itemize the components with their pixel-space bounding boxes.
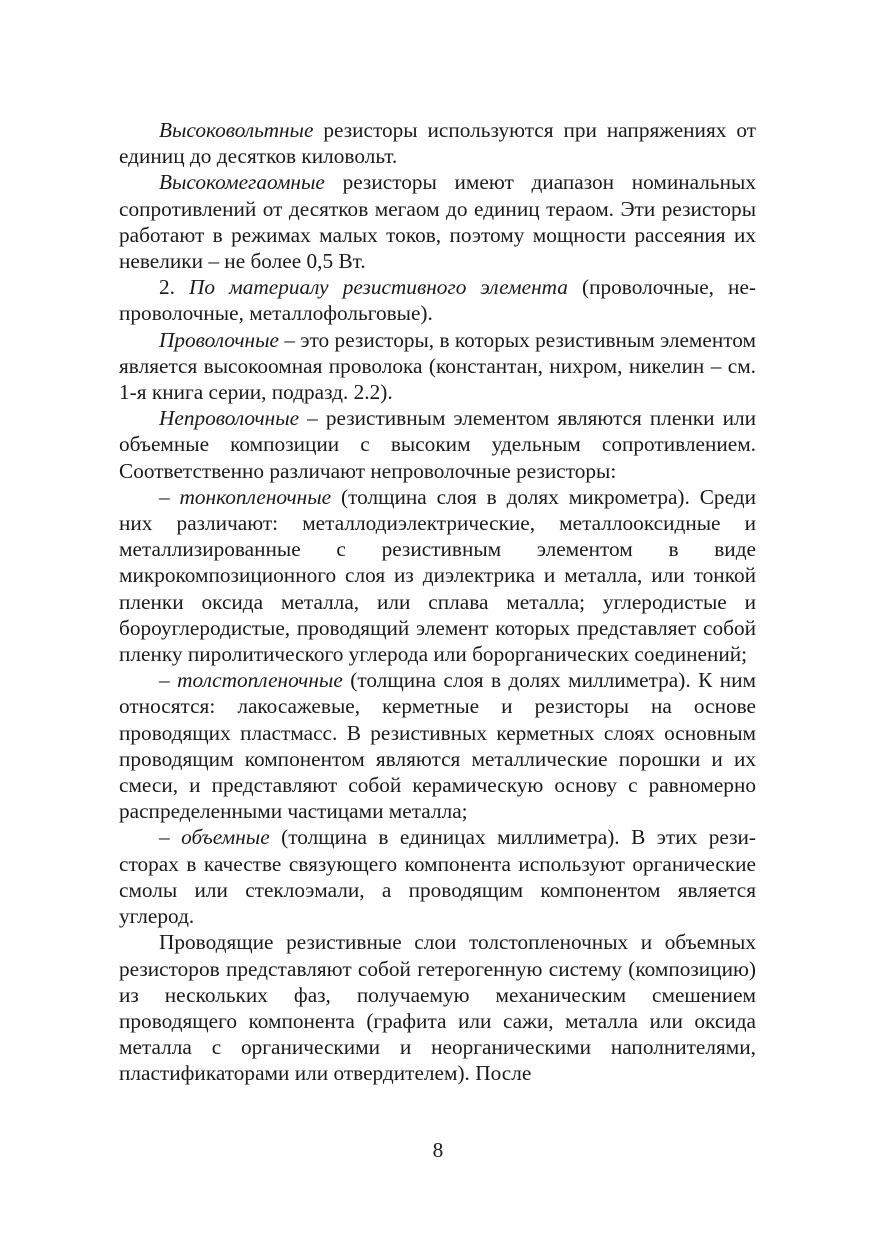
italic-term: объемные — [181, 825, 270, 850]
text-run: – — [159, 484, 180, 509]
text-run: – — [159, 825, 182, 850]
text-run: – резистивным элементом являются пленки или объемные композиции с высоким удельным сопротивлением. Соответственно различают непроволочные резисторы: — [119, 406, 756, 483]
italic-term: толстопленочные — [177, 668, 343, 693]
text-run: 2. — [159, 275, 190, 300]
paragraph — [119, 327, 756, 406]
paragraph — [119, 824, 756, 929]
text-run: – это резисторы, в которых резистивным элементом является высокоомная проволока (константан, нихром, никелин – см. 1-я книга серии, подразд. 2.2). — [119, 327, 756, 405]
text-run: (толщина в единицах миллиметра). В этих резисторах в качестве связующего компонента используют органические смолы или стеклоэмали, а проводящим компонентом является углерод. — [119, 825, 756, 929]
italic-term: Проволочные — [159, 327, 280, 352]
italic-term: Высоковольтные — [159, 118, 314, 142]
italic-term: тонкопленочные — [179, 484, 332, 509]
italic-term: По материалу резистивного элемента — [189, 275, 568, 300]
paragraph — [119, 405, 756, 484]
text-run: (толщина слоя в долях микрометра). Среди них различают: металлодиэлектрические, металлооксидные и металлизированные с резистивным элементом в виде микрокомпозиционного слоя из диэлектрика и металла, или тонкой пленки оксида металла, или сплава металла; углеродистые и бороуглеродистые, проводящий элемент которых представляет собой пленку пиролитического углерода или борорганических соединений; — [119, 484, 756, 667]
italic-term: Непроволочные — [159, 406, 300, 431]
body-text — [119, 117, 756, 1087]
text-run: – — [159, 668, 178, 693]
paragraph — [119, 274, 756, 326]
paragraph — [119, 117, 756, 169]
page-number: 8 — [432, 1138, 444, 1162]
text-run: резисторы имеют диапазон номинальных сопротивлений от десятков мегаом до единиц тераом. Эти резисторы работают в режимах малых токов, поэтому мощности рассеяния их невелики – не более 0,5 Вт. — [119, 170, 756, 274]
italic-term: Высокомегаомные — [159, 170, 325, 195]
paragraph — [119, 667, 756, 824]
text-run: (толщина слоя в долях миллиметра). К ним относятся: лакосажевые, керметные и резисторы на основе проводящих пластмасс. В резистивных керметных слоях основным проводящим компонентом являются металлические порошки и их смеси, и представляют собой керамическую основу с равномерно распределенными частицами металла; — [119, 668, 756, 824]
text-run: Проводящие резистивные слои толстопленочных и объемных резисторов представляют собой гетерогенную систему (композицию) из нескольких фаз, получаемую механическим смешением проводящего компонента (графита или сажи, металла или оксида металла с органическими и неорганическими наполнителями, пластификаторами или отвердителем). После — [119, 930, 756, 1086]
paragraph — [119, 929, 756, 1086]
text-run: резисторы используются при напряжениях от единиц до десятков киловольт. — [119, 118, 756, 169]
paragraph — [119, 484, 756, 667]
text-run: (проволочные, непроволочные, металлофольговые). — [119, 275, 757, 326]
paragraph — [119, 169, 756, 274]
